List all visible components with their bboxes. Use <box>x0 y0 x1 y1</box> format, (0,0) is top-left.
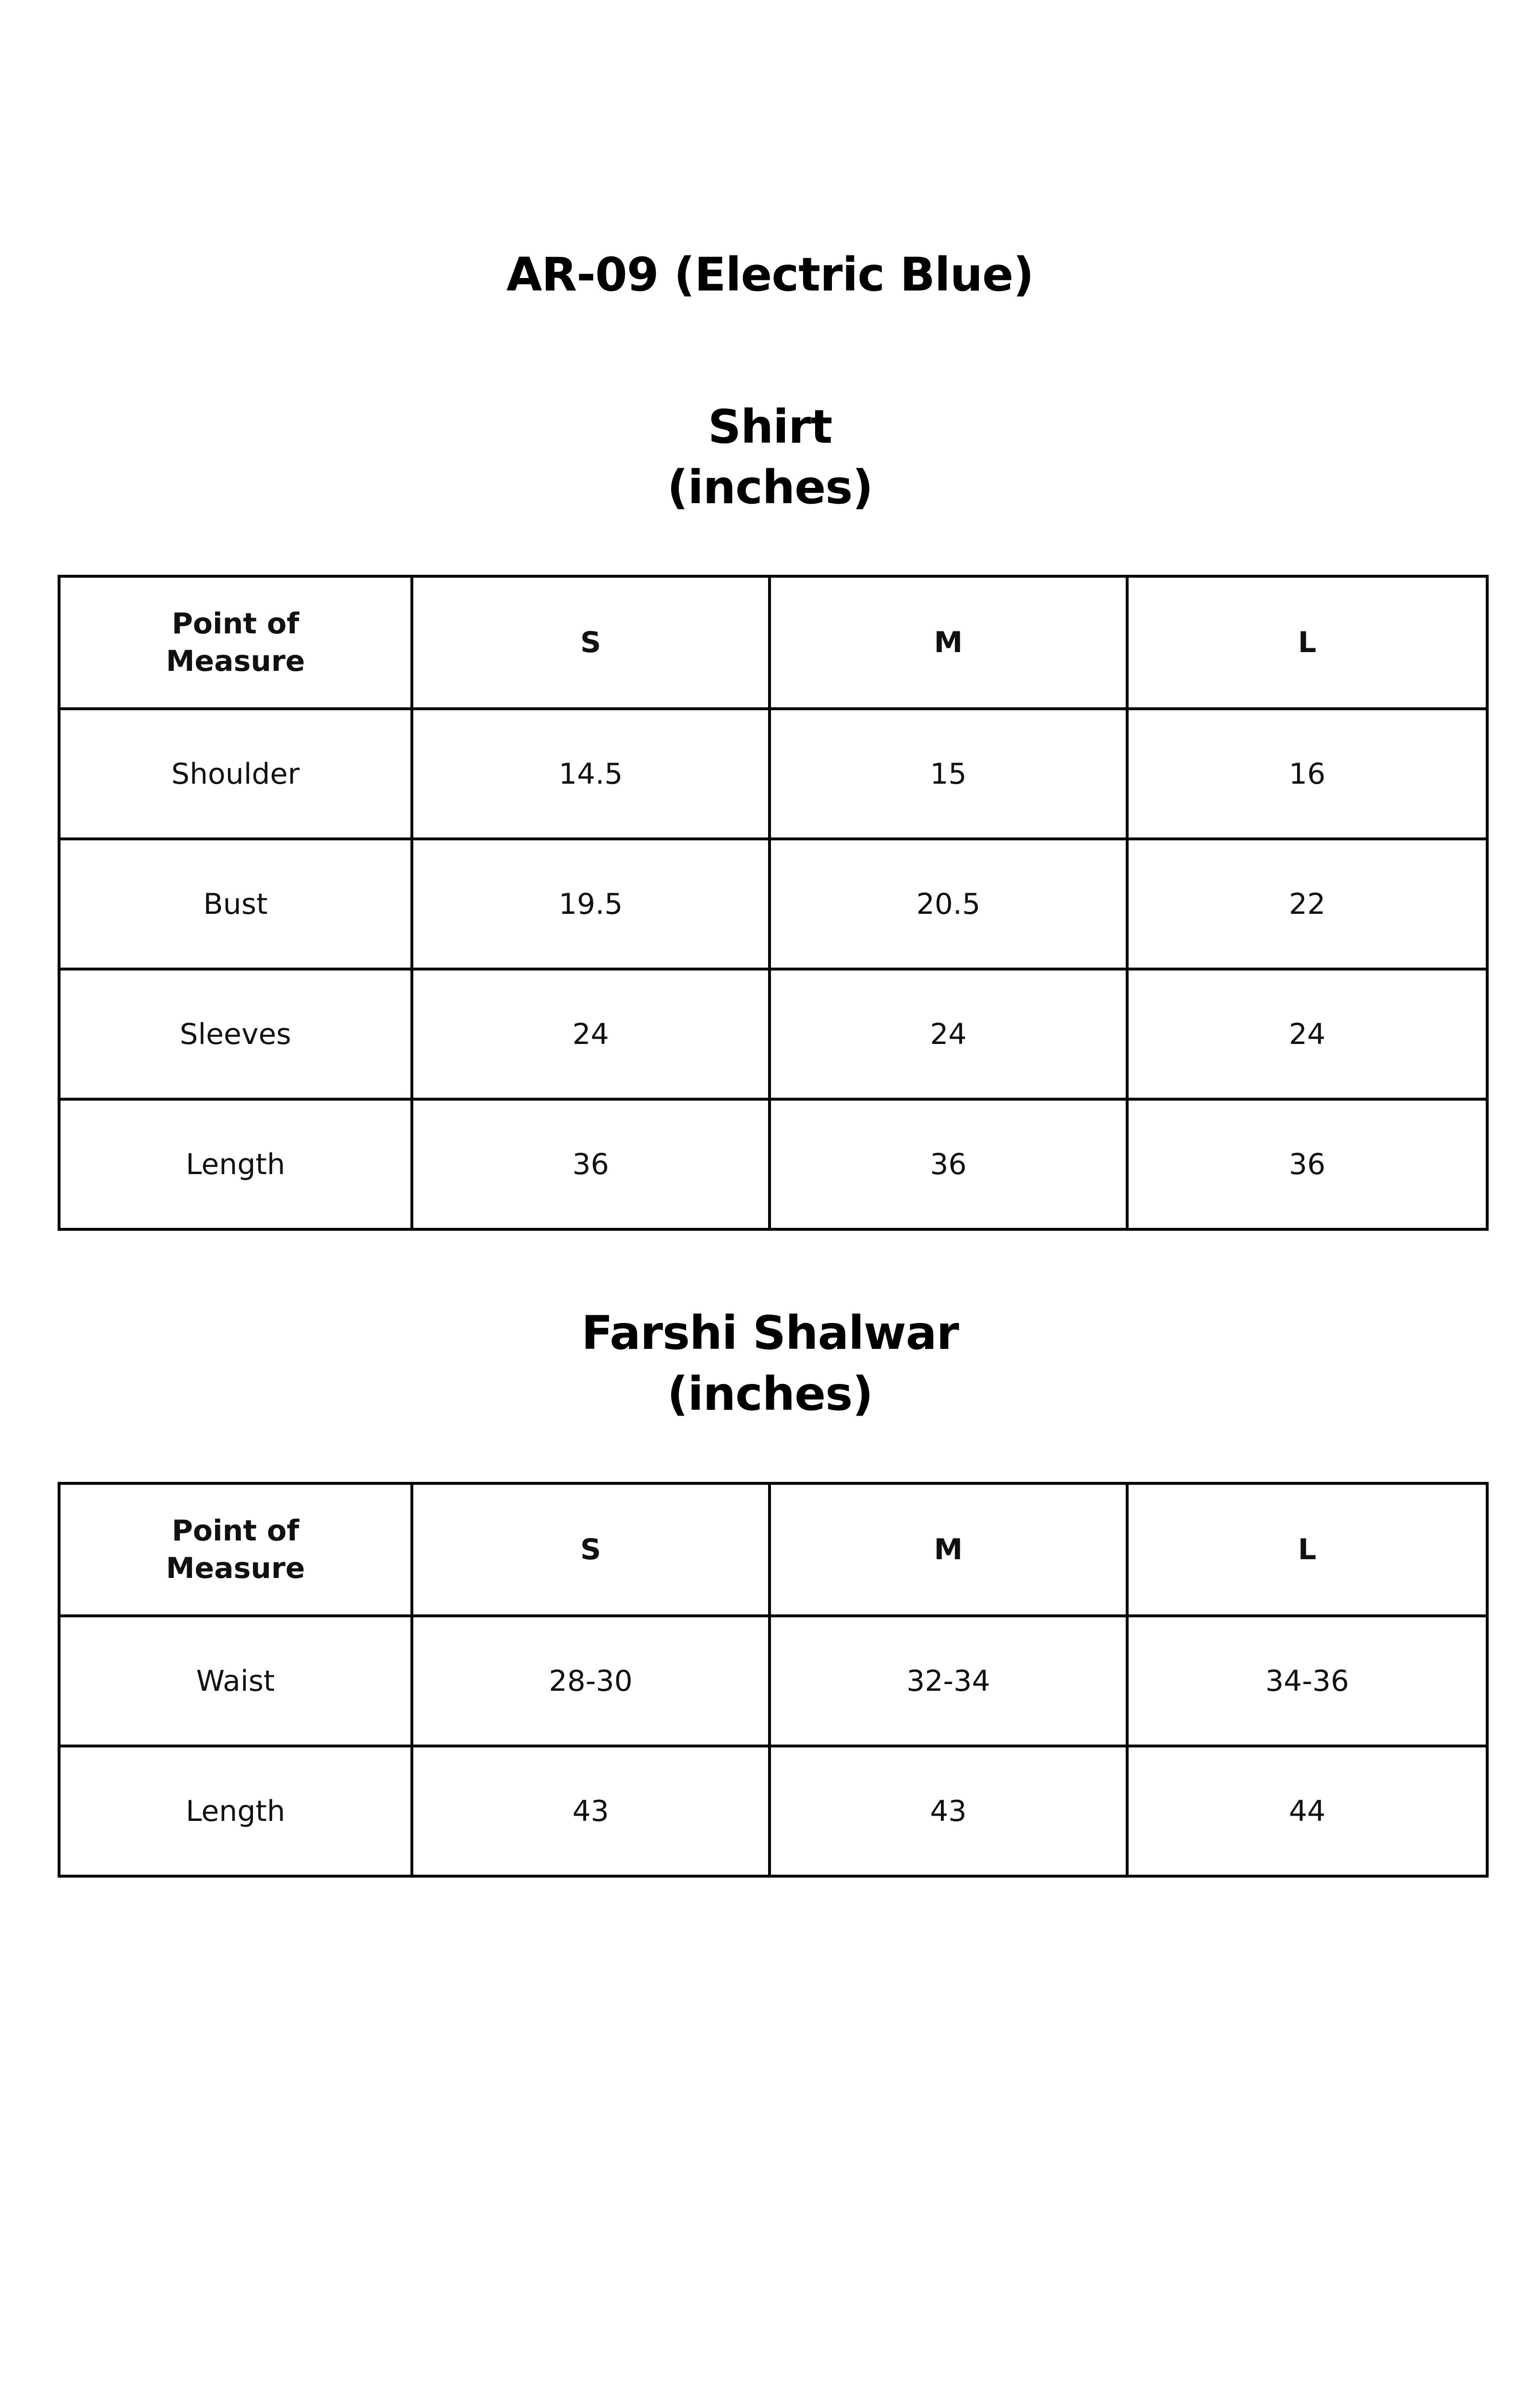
pom-head-line1: Point of <box>171 607 300 641</box>
farshi-heading-line1: Farshi Shalwar <box>581 1306 959 1360</box>
cell-l: 24 <box>1127 969 1487 1099</box>
row-label: Length <box>59 1746 412 1876</box>
table-header-row <box>59 1483 1487 1616</box>
cell-l: 34-36 <box>1127 1616 1487 1746</box>
cell-m: 32-34 <box>770 1616 1127 1746</box>
cell-m: 20.5 <box>770 839 1127 969</box>
shirt-heading-units: (inches) <box>667 461 873 515</box>
column-header-point-of-measure <box>59 576 412 709</box>
table-row <box>59 1746 1487 1876</box>
cell-s: 19.5 <box>412 839 770 969</box>
row-label: Waist <box>59 1616 412 1746</box>
column-header-point-of-measure <box>59 1483 412 1616</box>
cell-m: 43 <box>770 1746 1127 1876</box>
cell-l: 36 <box>1127 1099 1487 1229</box>
page-title: AR-09 (Electric Blue) <box>506 248 1034 302</box>
cell-s: 24 <box>412 969 770 1099</box>
cell-l: 22 <box>1127 839 1487 969</box>
farshi-shalwar-size-table <box>58 1482 1489 1878</box>
row-label: Bust <box>59 839 412 969</box>
pom-head-line2: Measure <box>166 644 305 679</box>
column-header-m: M <box>770 576 1127 709</box>
cell-l: 44 <box>1127 1746 1487 1876</box>
cell-s: 43 <box>412 1746 770 1876</box>
cell-m: 36 <box>770 1099 1127 1229</box>
pom-head-line1: Point of <box>171 1514 300 1548</box>
table-row <box>59 709 1487 839</box>
farshi-heading-units: (inches) <box>667 1367 873 1421</box>
column-header-l: L <box>1127 1483 1487 1616</box>
farshi-section-heading <box>58 1303 1482 1424</box>
column-header-s: S <box>412 1483 770 1616</box>
table-row <box>59 1616 1487 1746</box>
column-header-m: M <box>770 1483 1127 1616</box>
cell-m: 15 <box>770 709 1127 839</box>
table-row <box>59 969 1487 1099</box>
cell-s: 14.5 <box>412 709 770 839</box>
cell-l: 16 <box>1127 709 1487 839</box>
table-row <box>59 1099 1487 1229</box>
cell-m: 24 <box>770 969 1127 1099</box>
shirt-size-table <box>58 575 1489 1231</box>
column-header-l: L <box>1127 576 1487 709</box>
cell-s: 28-30 <box>412 1616 770 1746</box>
shirt-heading-line1: Shirt <box>708 400 832 454</box>
table-header-row <box>59 576 1487 709</box>
row-label: Sleeves <box>59 969 412 1099</box>
row-label: Length <box>59 1099 412 1229</box>
cell-s: 36 <box>412 1099 770 1229</box>
row-label: Shoulder <box>59 709 412 839</box>
size-chart-page <box>0 250 1540 2401</box>
column-header-s: S <box>412 576 770 709</box>
shirt-section-heading <box>58 397 1482 518</box>
table-row <box>59 839 1487 969</box>
pom-head-line2: Measure <box>166 1552 305 1586</box>
